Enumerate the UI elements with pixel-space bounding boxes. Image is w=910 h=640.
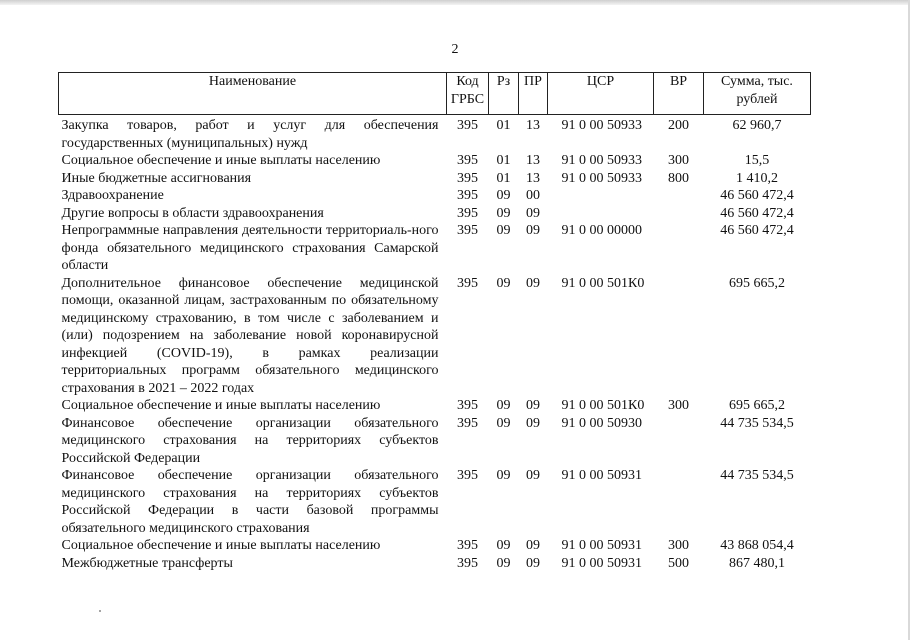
- cell-csr: 91 0 00 50931: [561, 538, 642, 553]
- cell-rz: 09: [496, 398, 511, 413]
- table-row: [59, 397, 811, 415]
- cell-name: Финансовое обеспечение организации обязательного медицинского страхования на территориях субъектов Российской Федерации в части базовой программы обязательного медицинского страхования: [61, 468, 439, 536]
- cell-code: 395: [457, 223, 478, 238]
- cell-vr: [654, 275, 704, 398]
- cell-name: Финансовое обеспечение организации обязательного медицинского страхования на территориях субъектов Российской Федерации: [61, 415, 439, 466]
- cell-rz: 01: [496, 118, 511, 133]
- budget-table: [58, 72, 811, 572]
- cell-rz: 09: [496, 188, 511, 203]
- table-row: [59, 222, 811, 275]
- cell-rz: 09: [496, 205, 511, 221]
- cell-name: Непрограммные направления деятельности территориаль-ного фонда обязательного медицинского страхования Самарской области: [61, 223, 439, 273]
- cell-sum: 44 735 534,5: [720, 468, 794, 483]
- cell-name: Здравоохранение: [61, 188, 164, 203]
- cell-sum: 15,5: [744, 153, 770, 168]
- cell-name: Межбюджетные трансферты: [61, 555, 233, 571]
- table-row: [59, 152, 811, 170]
- cell-pr: 09: [526, 538, 540, 553]
- cell-code: 395: [457, 415, 478, 431]
- cell-sum: 867 480,1: [729, 555, 785, 571]
- table-header-row: [59, 73, 811, 115]
- cell-csr: 91 0 00 50933: [561, 153, 642, 168]
- cell-name: Дополнительное финансовое обеспечение медицинской помощи, оказанной лицам, застрахованным по обязательному медицинскому страхованию, в том числе с заболеванием и (или) подозрением на заболевание новой коронавирусной инфекцией (COVID-19), в рамках реализации территориальных программ обязательного медицинского страхования в 2021 – 2022 годах: [61, 275, 439, 396]
- cell-vr: 300: [668, 538, 689, 553]
- cell-code: 395: [457, 153, 478, 168]
- table-row: [59, 187, 811, 205]
- cell-sum: 46 560 472,4: [720, 223, 794, 238]
- cell-pr: 09: [526, 275, 540, 291]
- cell-name: Социальное обеспечение и иные выплаты населению: [61, 538, 381, 553]
- table-row: [59, 115, 811, 153]
- cell-pr: 09: [526, 398, 540, 413]
- cell-code: 395: [457, 538, 478, 553]
- cell-sum: 695 665,2: [729, 398, 785, 413]
- table-body: [59, 115, 811, 573]
- cell-vr: 200: [668, 118, 689, 133]
- cell-rz: 09: [496, 275, 511, 291]
- cell-rz: 09: [496, 223, 511, 238]
- cell-code: 395: [457, 170, 478, 186]
- cell-sum: 46 560 472,4: [720, 205, 794, 221]
- cell-rz: 09: [496, 415, 511, 431]
- cell-code: 395: [457, 188, 478, 203]
- cell-name: Социальное обеспечение и иные выплаты населению: [61, 398, 381, 413]
- cell-sum: 62 960,7: [732, 118, 782, 133]
- header-rz: Рз: [489, 73, 519, 115]
- cell-pr: 00: [526, 188, 540, 203]
- cell-name: Социальное обеспечение и иные выплаты населению: [61, 153, 381, 168]
- cell-vr: [654, 222, 704, 275]
- cell-rz: 01: [496, 153, 511, 168]
- cell-csr: 91 0 00 50933: [561, 170, 642, 186]
- page-number: 2: [451, 42, 459, 57]
- cell-csr: [548, 205, 654, 223]
- table-row: [59, 170, 811, 188]
- cell-pr: 09: [526, 415, 540, 431]
- cell-pr: 09: [526, 205, 540, 221]
- cell-vr: 500: [668, 555, 689, 571]
- cell-csr: 91 0 00 501К0: [561, 398, 645, 413]
- cell-sum: 43 868 054,4: [720, 538, 794, 553]
- cell-pr: 09: [526, 468, 540, 483]
- cell-vr: 300: [668, 398, 689, 413]
- cell-vr: [654, 205, 704, 223]
- cell-csr: 91 0 00 50930: [561, 415, 642, 431]
- cell-pr: 13: [526, 118, 540, 133]
- cell-pr: 13: [526, 153, 540, 168]
- cell-pr: 13: [526, 170, 540, 186]
- cell-csr: [548, 187, 654, 205]
- cell-code: 395: [457, 205, 478, 221]
- cell-sum: 44 735 534,5: [720, 415, 794, 431]
- cell-sum: 1 410,2: [736, 170, 778, 186]
- scan-speck: [99, 610, 101, 612]
- header-sum: Сумма, тыс. рублей: [704, 73, 811, 115]
- table-row: [59, 205, 811, 223]
- header-name: Наименование: [59, 73, 447, 115]
- cell-name: Другие вопросы в области здравоохранения: [61, 205, 324, 221]
- cell-rz: 09: [496, 468, 511, 483]
- cell-vr: 800: [668, 170, 689, 186]
- cell-csr: 91 0 00 50931: [561, 555, 642, 571]
- cell-sum: 695 665,2: [729, 275, 785, 291]
- cell-code: 395: [457, 275, 478, 291]
- cell-code: 395: [457, 468, 478, 483]
- header-pr: ПР: [519, 73, 548, 115]
- table-row: [59, 415, 811, 468]
- cell-vr: [654, 415, 704, 468]
- cell-csr: 91 0 00 50931: [561, 468, 642, 483]
- scan-top-edge: [0, 0, 910, 5]
- cell-code: 395: [457, 398, 478, 413]
- cell-pr: 09: [526, 555, 540, 571]
- cell-csr: 91 0 00 00000: [561, 223, 642, 238]
- table-row: [59, 467, 811, 537]
- header-vr: ВР: [654, 73, 704, 115]
- cell-vr: 300: [668, 153, 689, 168]
- cell-pr: 09: [526, 223, 540, 238]
- cell-vr: [654, 187, 704, 205]
- cell-sum: 46 560 472,4: [720, 188, 794, 203]
- table-row: [59, 275, 811, 398]
- cell-rz: 09: [496, 538, 511, 553]
- cell-name: Закупка товаров, работ и услуг для обеспечения государственных (муниципальных) нужд: [61, 118, 439, 151]
- header-csr: ЦСР: [548, 73, 654, 115]
- header-code: Код ГРБС: [447, 73, 489, 115]
- cell-vr: [654, 467, 704, 537]
- cell-csr: 91 0 00 501К0: [561, 275, 645, 291]
- table-row: [59, 555, 811, 573]
- cell-rz: 01: [496, 170, 511, 186]
- table-row: [59, 537, 811, 555]
- cell-code: 395: [457, 118, 478, 133]
- cell-code: 395: [457, 555, 478, 571]
- cell-rz: 09: [496, 555, 511, 571]
- cell-csr: 91 0 00 50933: [561, 118, 642, 133]
- cell-name: Иные бюджетные ассигнования: [61, 170, 252, 186]
